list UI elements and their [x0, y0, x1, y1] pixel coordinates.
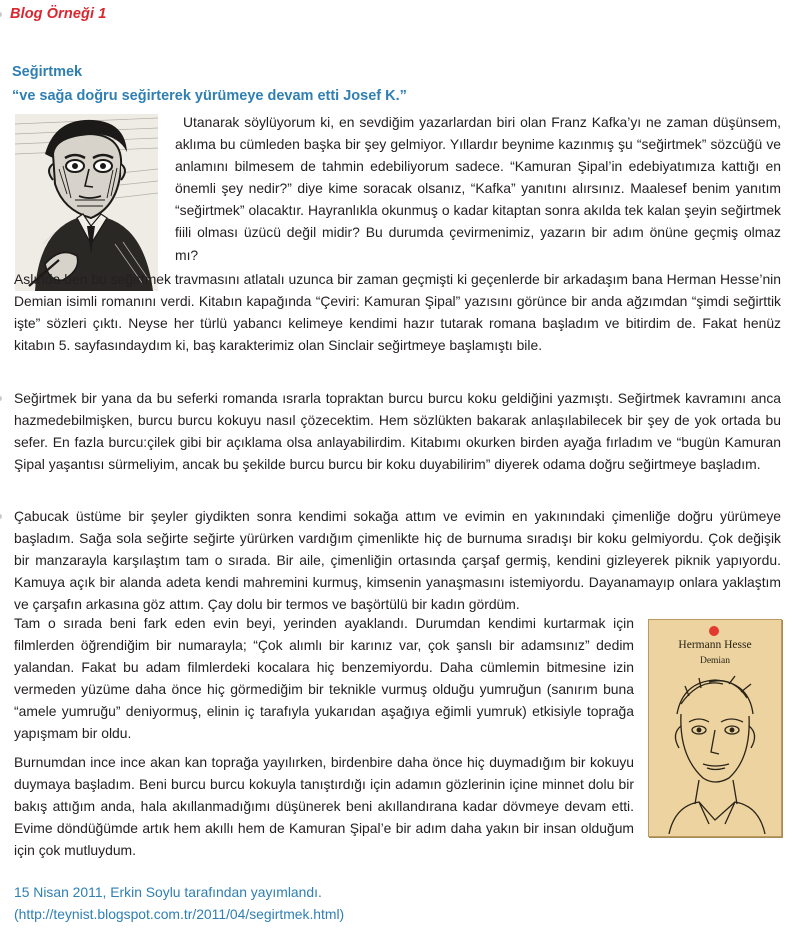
portrait-sketch-icon	[649, 674, 781, 834]
demian-book-cover-image	[648, 619, 782, 837]
margin-marker	[0, 396, 2, 401]
article-title: Seğirtmek	[12, 64, 83, 80]
publisher-logo-icon	[709, 626, 719, 636]
publish-info: 15 Nisan 2011, Erkin Soylu tarafından yayımlandı.	[14, 884, 322, 900]
article-quote: “ve sağa doğru seğirterek yürümeye devam etti Josef K.”	[12, 88, 407, 104]
section-header: Blog Örneği 1	[10, 6, 107, 22]
margin-marker	[0, 12, 2, 17]
paragraph-5: Tam o sırada beni fark eden evin beyi, yerinden ayaklandı. Durumdan kendimi kurtarmak için filmlerden öğrendiğim bir numarayla; “Çok alımlı bir karınız var, çok şanslı bir adamsınız” dedim yalandan. Fakat bu adam filmlerdeki kocalara hiç benzemiyordu. Daha cümlemin bitmesine izin vermeden yüzüme daha önce hiç görmediğim bir teknikle vurmuş olduğu yumruğun (sanırım buna “amele yumruğu” deniyormuş, elinin iç tarafıyla yukarıdan aşağıya eğimli yumruk) etkisiyle toprağa yapışmam bir oldu.	[14, 615, 634, 742]
margin-marker	[0, 514, 2, 519]
paragraph-3: Seğirtmek bir yana da bu seferki romanda ısrarla topraktan burcu burcu koku geldiğini yazmıştı. Seğirtmek kavramını anca hazmedebilmişken, burcu burcu kokuyu nasıl çözecektim. Hem sözlükten bakarak anlaşılabilecek bir şey de yok ortada bu sefer. En fazla burcu:çilek gibi bir açıklama olsa anlayabilirdim. Kitabımı okurken birden ayağa fırladım ve “bugün Kamuran Şipal yaşantısı sürmeliyim, ancak bu şekilde burcu burcu bir koku duyabilirim” diyerek odama doğru seğirtmeye başladım.	[14, 390, 781, 473]
paragraph-4: Çabucak üstüme bir şeyler giydikten sonra kendimi sokağa attım ve evimin en yakınındaki çimenliğe doğru yürümeye başladım. Sağa sola seğirte seğirte yürürken vardığım çimenlikte hiç de burnuma sıradışı bir koku gelmiyordu. Çok değişik bir manzarayla karşılaştım tam o sırada. Bir aile, çimenliğin ortasında çarşaf germiş, kendini gizleyerek piknik yapıyordu. Kamuya açık bir alanda adeta kendi mahremini kurmuş, kimsenin yanaşmasını istemiyordu. Dayanamayıp onlara yaklaştım ve çarşafın arkasına göz attım. Çay dolu bir termos ve başörtülü bir kadın gördüm.	[14, 508, 781, 613]
paragraph-2: Aslında ben bu seğirtmek travmasını atlatalı uzunca bir zaman geçmişti ki geçenlerde bir arkadaşım bana Herman Hesse’nin Demian isimli romanını verdi. Kitabın kapağında “Çeviri: Kamuran Şipal” yazısını görünce bir anda ağzımdan “şimdi seğirttik işte” sözleri çıktı. Neyse her türlü yabancı kelimeye kendimi hazır tutarak romana başladım ve bitirdim de. Fakat henüz kitabın 5. sayfasındaydım ki, baş karakterimiz olan Sinclair seğirtmeye başlamıştı bile.	[14, 271, 781, 354]
book-title: Demian	[699, 656, 731, 666]
book-author: Hermann Hesse	[678, 639, 752, 651]
source-url: (http://teynist.blogspot.com.tr/2011/04/segirtmek.html)	[14, 906, 345, 922]
paragraph-1: Utanarak söylüyorum ki, en sevdiğim yazarlardan biri olan Franz Kafka’yı ne zaman düşünsem, aklıma bu cümleden başka bir şey gelmiyor. Yıllardır beynime kazınmış şu “seğirtmek” sözcüğü ve anlamını bilmesem de tahmin edebiliyorum sadece. “Kamuran Şipal’in edebiyatımıza kattığı en önemli şey nedir?” diye kime soracak olsanız, “Kafka” yanıtını alırsınız. Maalesef benim yanıtım “seğirtmek” olacaktır. Hayranlıkla okunmuş o kadar kitaptan sonra akılda tek kalan şeyin seğirtmek fiili olması üzücü değil midir? Bu durumda çevirmenimiz, yazarın bir adım önüne geçmiş olmaz mı?	[175, 114, 781, 263]
kafka-portrait-image	[15, 114, 158, 291]
paragraph-6: Burnumdan ince ince akan kan toprağa yayılırken, birdenbire daha önce hiç duymadığım bir kokuyu duymaya başladım. Beni burcu burcu kokuyla tanıştırdığı için adamın gözlerinin içine minnet dolu bir bakış attığım anda, hala akıllanmadığımı düşünerek beni akıllandırana kadar dövmeye devam etti. Evime döndüğümde artık hem akıllı hem de Kamuran Şipal’e bir adım daha yakın bir insan olduğum için çok mutluydum.	[14, 754, 634, 859]
